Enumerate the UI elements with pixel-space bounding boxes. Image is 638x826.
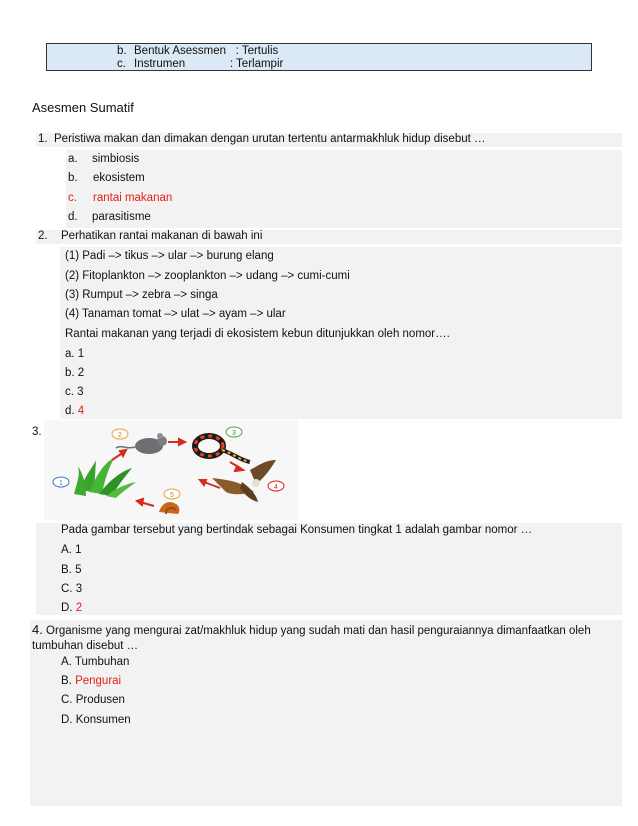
- option-answer: Pengurai: [75, 675, 122, 687]
- badge-3: [226, 427, 242, 437]
- q4-text-line2: tumbuhan disebut …: [32, 640, 139, 652]
- option-answer: 4: [77, 405, 85, 417]
- option-text: Konsumen: [75, 714, 131, 726]
- option-text: 5: [75, 564, 82, 576]
- option-answer: 2: [75, 602, 83, 614]
- option-letter: A.: [61, 544, 72, 556]
- q3-option-d: [61, 600, 82, 617]
- info-text: Instrumen : Terlampir: [134, 58, 284, 70]
- info-letter: c.: [117, 58, 126, 70]
- option-text: Tumbuhan: [74, 656, 130, 668]
- q3-option-a: [61, 542, 81, 559]
- q1-option-a-letter: a.: [68, 153, 78, 165]
- q2-option-a: [65, 346, 84, 363]
- option-letter: B.: [61, 675, 72, 687]
- option-text: Produsen: [75, 694, 125, 706]
- q2-question: Perhatikan rantai makanan di bawah ini: [61, 230, 263, 242]
- option-text: 3: [75, 583, 83, 595]
- option-text: 2: [77, 367, 85, 379]
- q1-option-b: ekosistem: [93, 172, 145, 184]
- option-letter: D.: [61, 602, 73, 614]
- option-letter: b.: [65, 367, 75, 379]
- assessment-info-box: [46, 43, 592, 71]
- badge-label: 5: [170, 492, 174, 499]
- q1-option-c-letter: c.: [68, 192, 77, 204]
- option-text: 1: [77, 348, 85, 360]
- q3-option-c: [61, 581, 82, 598]
- badge-4: [268, 481, 284, 491]
- q3-option-b: [61, 562, 81, 579]
- q2-chain-1: (1) Padi –> tikus –> ular –> burung elang: [65, 250, 274, 262]
- q4-option-d: [61, 712, 131, 729]
- badge-label: 1: [59, 480, 63, 487]
- q1-option-b-letter: b.: [68, 172, 78, 184]
- q4-question: [32, 622, 618, 654]
- q2-option-b: [65, 365, 84, 382]
- option-letter: C.: [61, 583, 73, 595]
- info-text: Bentuk Asessmen : Tertulis: [134, 45, 279, 57]
- badge-label: 3: [232, 430, 236, 437]
- q1-option-c-answer: rantai makanan: [93, 192, 173, 204]
- q2-chain-2: (2) Fitoplankton –> zooplankton –> udang –> cumi-cumi: [65, 270, 350, 282]
- q1-option-d: parasitisme: [92, 211, 151, 223]
- q4-text-line1: Organisme yang mengurai zat/makhluk hidup yang sudah mati dan hasil penguraiannya dimanfaatkan oleh: [46, 625, 591, 637]
- info-letter: b.: [117, 45, 127, 57]
- q1-number: 1.: [38, 133, 48, 145]
- option-text: 1: [75, 544, 82, 556]
- q4-option-a: [61, 654, 129, 671]
- q2-option-c: [65, 384, 84, 401]
- section-title: Asesmen Sumatif: [32, 100, 134, 115]
- option-letter: d.: [65, 405, 75, 417]
- q2-chain-3: (3) Rumput –> zebra –> singa: [65, 289, 218, 301]
- option-text: 3: [77, 386, 84, 398]
- badge-label: 2: [118, 432, 122, 439]
- food-web-illustration: [44, 420, 298, 520]
- q1-question: Peristiwa makan dan dimakan dengan urutan tertentu antarmakhluk hidup disebut …: [54, 133, 486, 145]
- q4-option-c: [61, 692, 125, 709]
- q2-number: 2.: [38, 230, 48, 242]
- badge-label: 4: [274, 484, 278, 491]
- q3-question: Pada gambar tersebut yang bertindak sebagai Konsumen tingkat 1 adalah gambar nomor …: [61, 524, 533, 536]
- q2-chain-4: (4) Tanaman tomat –> ulat –> ayam –> ular: [65, 308, 286, 320]
- badge-5: [164, 489, 180, 499]
- badge-1: [53, 477, 69, 487]
- q1-option-d-letter: d.: [68, 211, 78, 223]
- option-letter: C.: [61, 694, 73, 706]
- q2-prompt: Rantai makanan yang terjadi di ekosistem kebun ditunjukkan oleh nomor….: [65, 328, 450, 340]
- option-letter: c.: [65, 386, 74, 398]
- q2-option-d: [65, 403, 84, 420]
- badge-2: [112, 429, 128, 439]
- option-letter: a.: [65, 348, 75, 360]
- q3-number: 3.: [32, 426, 42, 438]
- q4-option-b: [61, 673, 121, 690]
- q4-number: 4.: [32, 622, 43, 637]
- q1-option-a: simbiosis: [92, 153, 140, 165]
- option-letter: A.: [61, 656, 72, 668]
- option-letter: D.: [61, 714, 73, 726]
- option-letter: B.: [61, 564, 72, 576]
